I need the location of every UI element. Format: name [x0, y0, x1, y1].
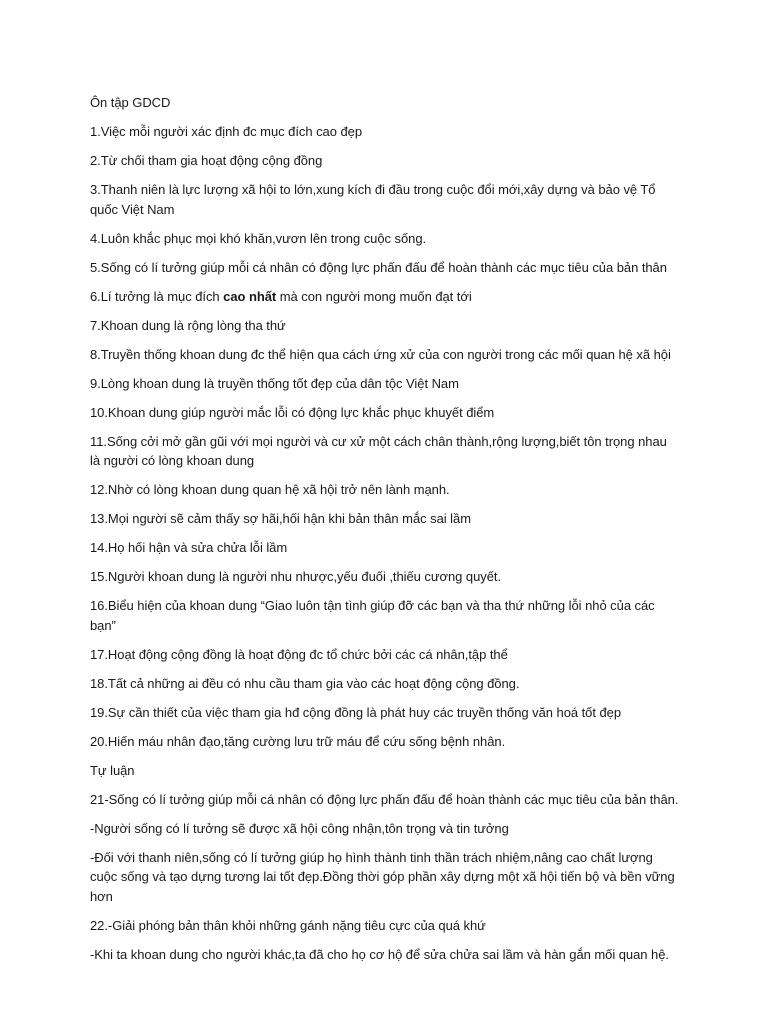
section-heading-tu-luan: Tự luận [90, 762, 135, 778]
item-6-text-before: 6.Lí tưởng là mục đích [90, 288, 224, 304]
item-19: 19.Sự cần thiết của việc tham gia hđ cộng đồng là phát huy các truyền thống văn hoá tốt đẹp [90, 704, 622, 720]
item-18: 18.Tất cả những ai đều có nhu cầu tham gia vào các hoạt động cộng đồng. [90, 675, 520, 691]
item-22: 22.-Giải phóng bản thân khỏi những gánh nặng tiêu cực của quá khứ [90, 917, 486, 933]
item-6-bold-text: cao nhất [223, 288, 277, 304]
document-title: Ôn tập GDCD [90, 95, 171, 110]
document-body [90, 93, 680, 974]
item-9: 9.Lòng khoan dung là truyền thống tốt đẹp của dân tộc Việt Nam [90, 375, 459, 391]
item-7: 7.Khoan dung là rộng lòng tha thứ [90, 317, 286, 333]
item-21: 21-Sống có lí tưởng giúp mỗi cá nhân có động lực phấn đấu để hoàn thành các mục tiêu của bản thân. [90, 791, 679, 807]
item-1: 1.Việc mỗi người xác định đc mục đích cao đẹp [90, 124, 362, 139]
item-14: 14.Họ hối hận và sửa chửa lỗi lầm [90, 540, 288, 555]
item-15: 15.Người khoan dung là người nhu nhược,yếu đuối ,thiếu cương quyết. [90, 569, 502, 584]
item-3: 3.Thanh niên là lực lượng xã hội to lớn,xung kích đi đầu trong cuộc đổi mới,xây dựng và bảo vệ Tổ quốc Việt Nam [90, 182, 656, 217]
item-22-point-1: -Khi ta khoan dung cho người khác,ta đã cho họ cơ hộ để sửa chửa sai lầm và hàn gắn mối quan hệ. [90, 946, 669, 962]
item-6 [90, 287, 680, 307]
item-13: 13.Mọi người sẽ cảm thấy sợ hãi,hối hận khi bản thân mắc sai lầm [90, 511, 471, 526]
item-11: 11.Sống cởi mở gần gũi với mọi người và cư xử một cách chân thành,rộng lượng,biết tôn trọng nhau là người có lòng khoan dung [90, 433, 667, 468]
item-21-point-2: -Đối với thanh niên,sống có lí tưởng giúp họ hình thành tinh thần trách nhiệm,nâng cao chất lượng cuộc sống và tạo dựng tương lai tốt đẹp.Đồng thời góp phần xây dựng một xã hội tiến bộ và bền vững hơn [90, 849, 675, 904]
item-16: 16.Biểu hiện của khoan dung “Giao luôn tận tình giúp đỡ các bạn và tha thứ những lỗi nhỏ của các bạn” [90, 598, 655, 633]
item-21-point-1: -Người sống có lí tưởng sẽ được xã hội công nhận,tôn trọng và tin tưởng [90, 820, 509, 836]
item-2: 2.Từ chối tham gia hoạt động cộng đồng [90, 153, 323, 168]
item-17: 17.Hoạt động cộng đồng là hoạt động đc tổ chức bởi các cá nhân,tập thể [90, 646, 508, 662]
item-10: 10.Khoan dung giúp người mắc lỗi có động lực khắc phục khuyết điểm [90, 404, 495, 420]
item-20: 20.Hiến máu nhân đạo,tăng cường lưu trữ máu để cứu sống bệnh nhân. [90, 733, 506, 749]
item-5: 5.Sống có lí tưởng giúp mỗi cá nhân có động lực phấn đấu để hoàn thành các mục tiêu của bản thân [90, 259, 667, 275]
item-6-text-after: mà con người mong muốn đạt tới [276, 288, 472, 304]
item-12: 12.Nhờ có lòng khoan dung quan hệ xã hội trở nên lành mạnh. [90, 482, 450, 497]
item-4: 4.Luôn khắc phục mọi khó khăn,vươn lên trong cuộc sống. [90, 230, 427, 246]
item-8: 8.Truyền thống khoan dung đc thể hiện qua cách ứng xử của con người trong các mối quan hệ xã hội [90, 346, 671, 362]
